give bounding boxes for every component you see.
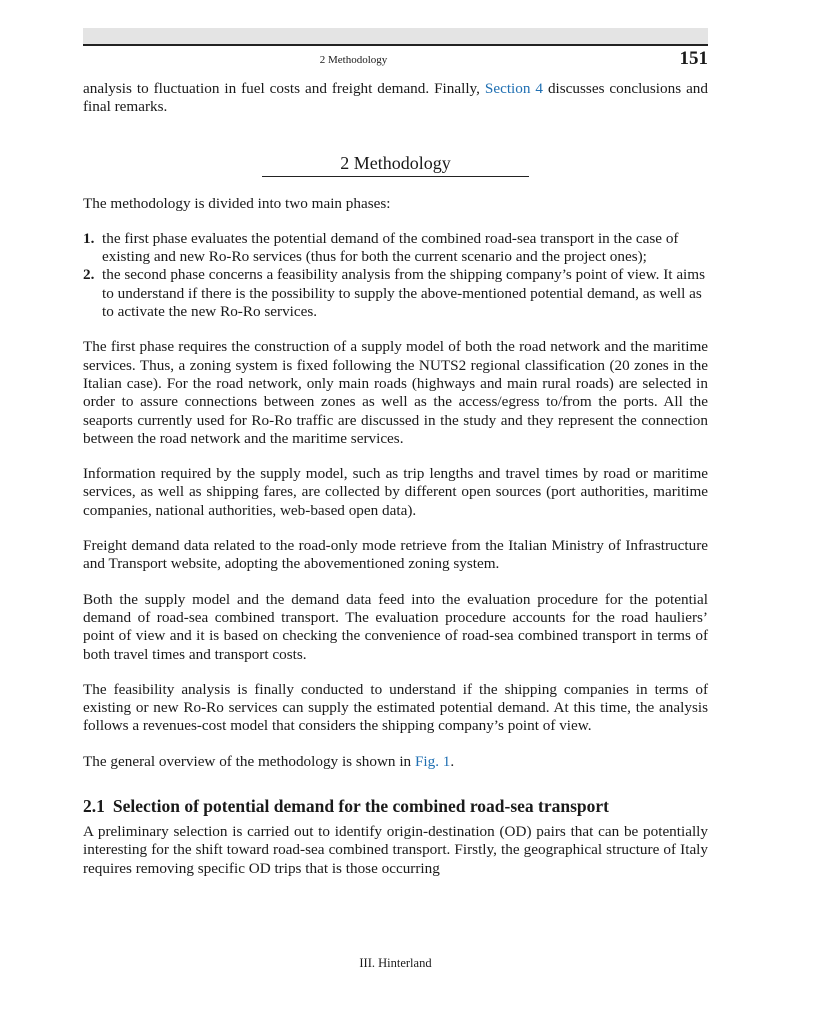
fig-1-link[interactable]: Fig. 1 [414,752,451,770]
page-footer: III. Hinterland [359,956,432,970]
intro-text-before: analysis to fluctuation in fuel costs and freight demand. Finally, [83,80,485,97]
list-item-text: the first phase evaluates the potential demand of the combined road-sea transport in the case of existing and new Ro-Ro services (thus for both the current scenario and the project ones); [102,229,679,266]
section-heading [83,152,708,177]
paragraph-feasibility: The feasibility analysis is finally conducted to understand if the shipping companies in terms of existing or new Ro-Ro services can supply the estimated potential demand. At this time, the analysis follows a revenues-cost model that considers the shipping company’s point of view. [83,680,708,735]
header-band [83,28,708,44]
intro-paragraph [83,80,708,117]
subsection-title: Selection of potential demand for the combined road-sea transport [112,796,610,817]
subsection-paragraph: A preliminary selection is carried out to identify origin-destination (OD) pairs that can be potentially interesting for the shift toward road-sea combined transport. Firstly, the geographical structure of Italy requires removing specific OD trips that is those occurring [83,823,708,877]
header-rule [83,44,708,46]
section-title: 2 Methodology [262,152,529,177]
subsection-number: 2.1 [83,796,105,817]
overview-text-after: . [450,752,455,770]
paragraph-evaluation: Both the supply model and the demand data feed into the evaluation procedure for the potential demand of road-sea combined transport. The evaluation procedure accounts for the road hauliers’ point of view and it is based on checking the convenience of road-sea combined transport in terms of both travel times and transport costs. [83,590,708,663]
list-item-text: the second phase concerns a feasibility analysis from the shipping company’s point of view. It aims to understand if there is the possibility to supply the above-mentioned potential demand, as well as to activate the new Ro-Ro services. [102,266,705,321]
phases-list [83,230,708,321]
list-item-number: 2. [83,266,95,284]
list-item-number: 1. [83,229,95,247]
page-number: 151 [679,48,708,69]
list-item [83,230,708,267]
paragraph-information: Information required by the supply model, such as trip lengths and travel times by road or maritime services, as well as shipping fares, are collected by different open sources (port authorities, maritime companies, national authorities, web-based open data). [83,465,708,519]
page-body [83,80,708,895]
subsection-heading [83,795,708,817]
paragraph-freight-demand: Freight demand data related to the road-only mode retrieve from the Italian Ministry of Infrastructure and Transport website, adopting the abovementioned zoning system. [83,537,708,573]
overview-paragraph [83,753,708,771]
intro-text-after: discusses conclusions and final remarks. [83,80,708,116]
paragraph-supply-model: The first phase requires the construction of a supply model of both the road network and the maritime services. Thus, a zoning system is fixed following the NUTS2 regional classification (20 zones in the Italian case). For the road network, only main roads (highways and main rural roads) are selected in order to assure connections between zones as well as the access/egress to/from the ports. All the seaports currently used for Ro-Ro traffic are discussed in the study and they represent the connection between the road network and the maritime services. [83,338,708,447]
section-4-link[interactable]: Section 4 [484,80,543,97]
list-item [83,266,708,321]
overview-text-before: The general overview of the methodology is shown in [83,752,415,770]
methodology-intro: The methodology is divided into two main phases: [83,194,391,212]
running-head: 2 Methodology [319,54,388,66]
